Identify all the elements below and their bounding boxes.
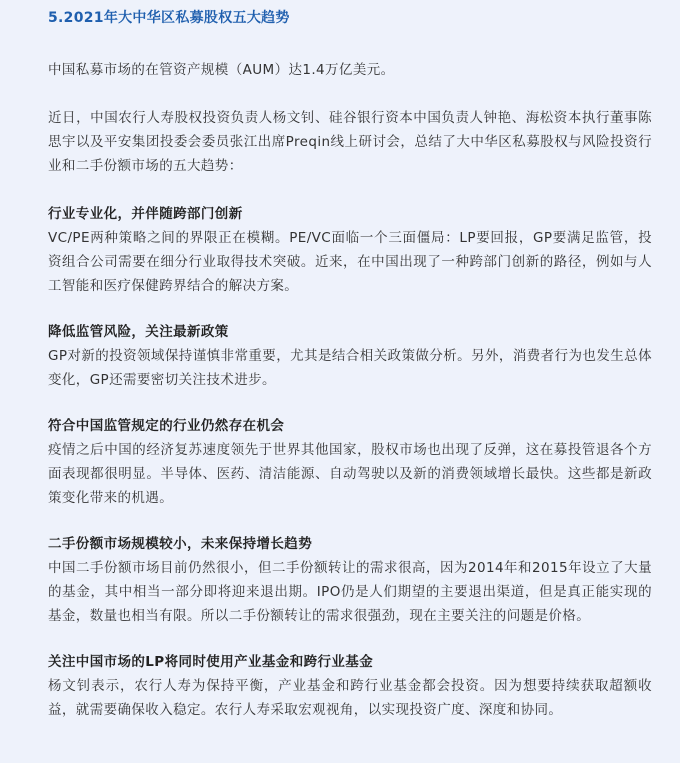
trend-body: 疫情之后中国的经济复苏速度领先于世界其他国家，股权市场也出现了反弹，这在募投管退各个方面表现都很明显。半导体、医药、清洁能源、自动驾驶以及新的消费领域增长最快。这些都是新政策变化带来的机遇。 <box>48 442 652 506</box>
trend-block <box>48 650 652 722</box>
trend-heading: 行业专业化，并伴随跨部门创新 <box>48 206 243 222</box>
trend-heading: 二手份额市场规模较小，未来保持增长趋势 <box>48 536 313 552</box>
trend-block <box>48 320 652 392</box>
trend-body: 中国二手份额市场目前仍然很小，但二手份额转让的需求很高，因为2014年和2015年设立了大量的基金，其中相当一部分即将迎来退出期。IPO仍是人们期望的主要退出渠道，但是真正能实现的基金，数量也相当有限。所以二手份额转让的需求很强劲，现在主要关注的问题是价格。 <box>48 560 652 624</box>
trend-body: 杨文钊表示，农行人寿为保持平衡，产业基金和跨行业基金都会投资。因为想要持续获取超额收益，就需要确保收入稳定。农行人寿采取宏观视角，以实现投资广度、深度和协同。 <box>48 678 652 718</box>
trend-body: GP对新的投资领域保持谨慎非常重要，尤其是结合相关政策做分析。另外，消费者行为也发生总体变化，GP还需要密切关注技术进步。 <box>48 348 652 388</box>
trend-heading: 降低监管风险，关注最新政策 <box>48 324 229 340</box>
section-title: 5.2021年大中华区私募股权五大趋势 <box>48 10 290 26</box>
trend-block <box>48 202 652 298</box>
trend-heading: 符合中国监管规定的行业仍然存在机会 <box>48 418 285 434</box>
trend-heading: 关注中国市场的LP将同时使用产业基金和跨行业基金 <box>48 654 374 670</box>
trend-body: VC/PE两种策略之间的界限正在模糊。PE/VC面临一个三面僵局：LP要回报，GP要满足监管，投资组合公司需要在细分行业取得技术突破。近来，在中国出现了一种跨部门创新的路径，例如与人工智能和医疗保健跨界结合的解决方案。 <box>48 230 652 294</box>
aum-paragraph: 中国私募市场的在管资产规模（AUM）达1.4万亿美元。 <box>48 62 395 78</box>
trend-block <box>48 532 652 628</box>
trend-block <box>48 414 652 510</box>
seminar-paragraph: 近日，中国农行人寿股权投资负责人杨文钊、硅谷银行资本中国负责人钟艳、海松资本执行董事陈思宇以及平安集团投委会委员张江出席Preqin线上研讨会，总结了大中华区私募股权与风险投资行业和二手份额市场的五大趋势： <box>48 110 652 174</box>
